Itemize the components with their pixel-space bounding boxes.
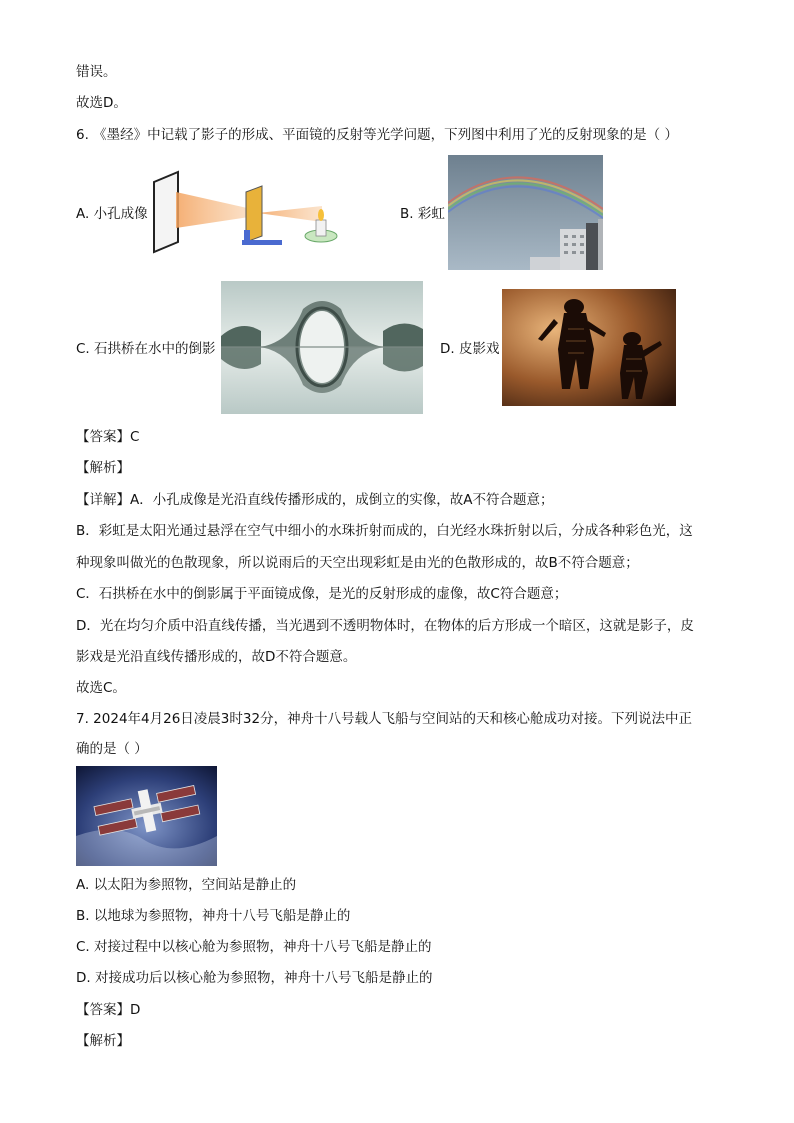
- stone-arch-bridge-image: [221, 281, 423, 414]
- option-a-label: A. 小孔成像: [76, 206, 148, 222]
- option-c-label: C. 石拱桥在水中的倒影: [76, 341, 216, 357]
- space-station-image: [76, 766, 217, 866]
- rainbow-image: [448, 155, 603, 270]
- pinhole-imaging-image: [150, 170, 340, 255]
- option-7-b: B. 以地球为参照物，神舟十八号飞船是静止的: [76, 908, 351, 924]
- option-7-d: D. 对接成功后以核心舱为参照物，神舟十八号飞船是静止的: [76, 970, 433, 986]
- question-7-stem: 7. 2024年4月26日凌晨3时32分，神舟十八号载人飞船与空间站的天和核心舱成功对接。下列说法中正: [76, 711, 693, 727]
- shadow-puppet-image: [502, 289, 676, 406]
- question-7-stem-cont: 确的是（ ）: [76, 741, 148, 757]
- option-d-label: D. 皮影戏: [440, 341, 500, 357]
- option-b-label: B. 彩虹: [400, 206, 445, 222]
- question-6-stem: 6. 《墨经》中记载了影子的形成、平面镜的反射等光学问题，下列图中利用了光的反射现象的是（ ）: [76, 127, 678, 143]
- detail-line: B．彩虹是太阳光通过悬浮在空气中细小的水珠折射而成的，白光经水珠折射以后，分成各种彩色光，这: [76, 523, 693, 539]
- detail-line: 【详解】A．小孔成像是光沿直线传播形成的，成倒立的实像，故A不符合题意；: [76, 492, 554, 508]
- analysis-7-heading: 【解析】: [76, 1033, 130, 1049]
- detail-line: 影戏是光沿直线传播形成的，故D不符合题意。: [76, 649, 357, 665]
- detail-line: D．光在均匀介质中沿直线传播，当光遇到不透明物体时，在物体的后方形成一个暗区，这就是影子，皮: [76, 618, 694, 634]
- option-7-a: A. 以太阳为参照物，空间站是静止的: [76, 877, 297, 893]
- text-line: 故选D。: [76, 95, 127, 111]
- answer-6: 【答案】C: [76, 429, 140, 445]
- option-7-c: C. 对接过程中以核心舱为参照物，神舟十八号飞船是静止的: [76, 939, 432, 955]
- text-line: 错误。: [76, 64, 117, 80]
- choice-6: 故选C。: [76, 680, 126, 696]
- answer-7: 【答案】D: [76, 1002, 141, 1018]
- detail-line: 种现象叫做光的色散现象，所以说雨后的天空出现彩虹是由光的色散形成的，故B不符合题意；: [76, 555, 639, 571]
- detail-line: C．石拱桥在水中的倒影属于平面镜成像，是光的反射形成的虚像，故C符合题意；: [76, 586, 568, 602]
- analysis-6-heading: 【解析】: [76, 460, 130, 476]
